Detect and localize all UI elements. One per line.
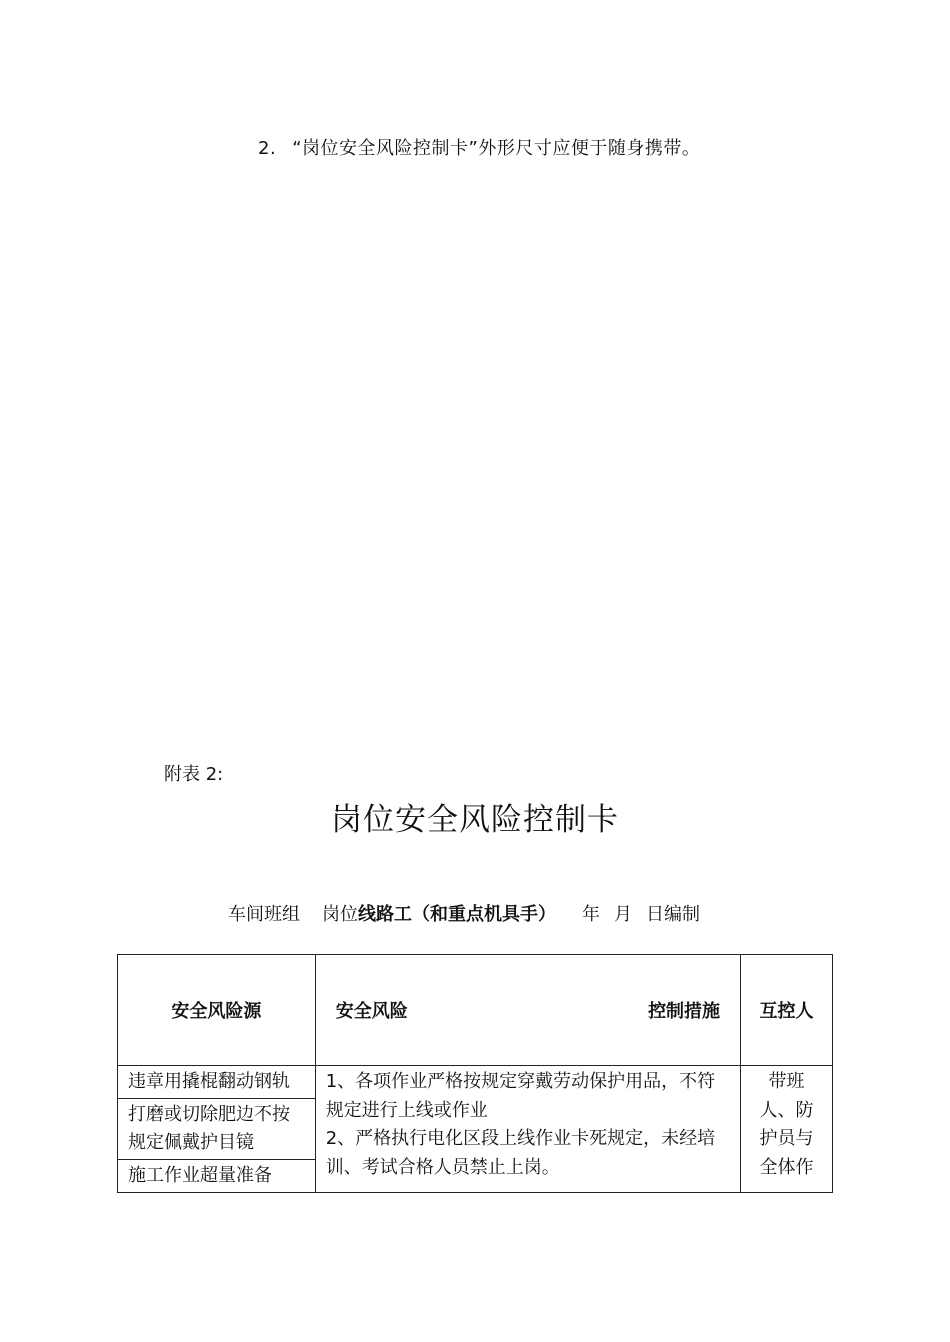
year-label: 年 xyxy=(582,904,600,925)
note-text: “岗位安全风险控制卡”外形尺寸应便于随身携带。 xyxy=(292,138,701,159)
header-risk: 安全风险 xyxy=(335,1001,408,1022)
controller-line: 护员与 xyxy=(759,1128,814,1149)
header-measures: 控制措施 xyxy=(648,1001,721,1022)
post-label: 岗位 xyxy=(322,904,358,925)
measure-line: 2、严格执行电化区段上线作业卡死规定，未经培 xyxy=(325,1128,716,1149)
source-cell-3: 施工作业超量准备 xyxy=(118,1160,316,1193)
controller-cell xyxy=(741,1066,833,1193)
header-source: 安全风险源 xyxy=(118,955,316,1066)
source-cell-1: 违章用撬棍翻动钢轨 xyxy=(118,1066,316,1099)
header-risk-measures xyxy=(315,955,740,1066)
measures-cell xyxy=(315,1066,740,1193)
page-title: 岗位安全风险控制卡 xyxy=(331,802,619,838)
measure-line: 训、考试合格人员禁止上岗。 xyxy=(325,1156,560,1178)
risk-control-table xyxy=(117,954,833,1193)
appendix-label: 附表 2: xyxy=(164,764,224,785)
month-label: 月 xyxy=(614,904,632,925)
note-number: 2. xyxy=(258,138,277,159)
controller-line: 全体作 xyxy=(759,1156,814,1178)
meta-line xyxy=(228,900,700,926)
note-line xyxy=(258,134,700,160)
table-header-row xyxy=(118,955,833,1066)
controller-line: 人、防 xyxy=(759,1099,814,1121)
workshop-team-label: 车间班组 xyxy=(228,904,300,925)
measure-line: 规定进行上线或作业 xyxy=(325,1099,488,1121)
controller-line: 带班 xyxy=(768,1071,805,1092)
source-cell-2: 打磨或切除肥边不按规定佩戴护目镜 xyxy=(118,1099,316,1160)
measure-line: 1、各项作业严格按规定穿戴劳动保护用品，不符 xyxy=(325,1071,716,1092)
day-compiled-label: 日编制 xyxy=(646,904,700,925)
post-value: 线路工（和重点机具手） xyxy=(358,904,556,925)
header-controller: 互控人 xyxy=(741,955,833,1066)
table-row xyxy=(118,1066,833,1099)
